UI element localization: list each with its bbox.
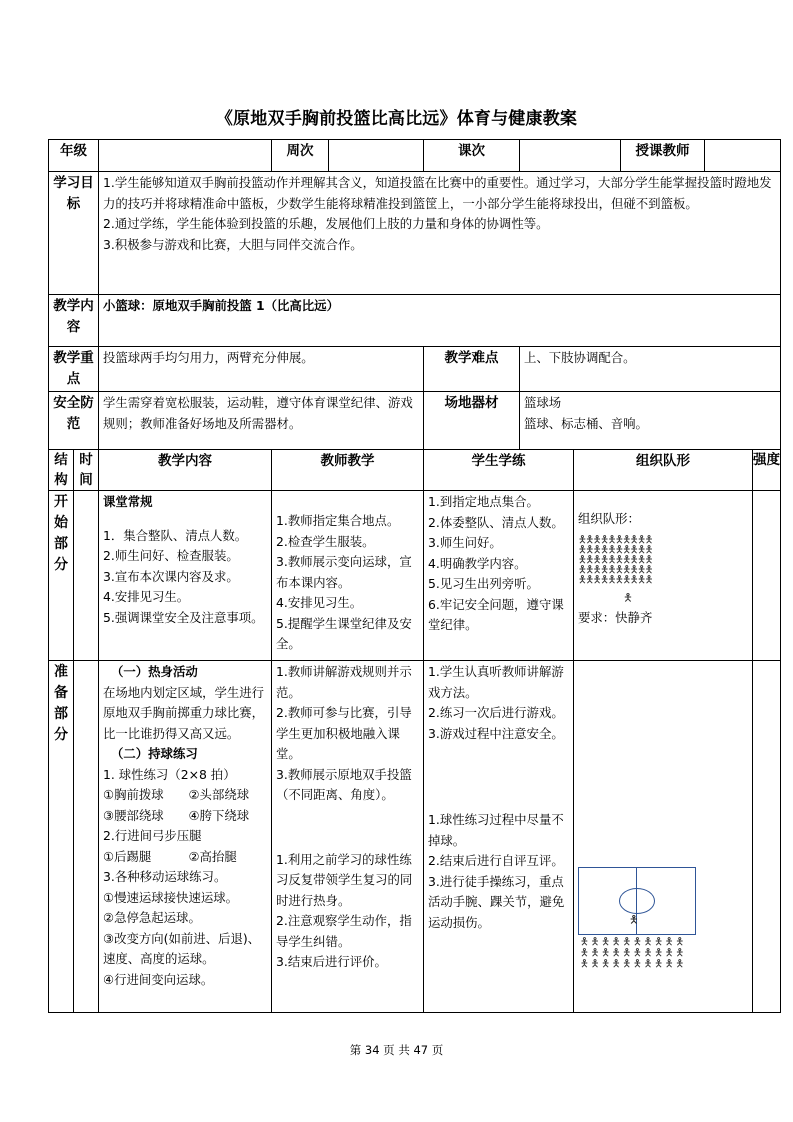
start-content-line: 4.安排见习生。 xyxy=(103,589,190,604)
lesson-label: 课次 xyxy=(424,140,520,172)
start-content-line: 1．集合整队、清点人数。 xyxy=(103,527,248,543)
goal-line: 3.积极参与游戏和比赛，大胆与同伴交流合作。 xyxy=(103,236,363,252)
teacher-label: 授课教师 xyxy=(621,140,705,172)
start-part-teacher xyxy=(272,491,424,661)
prep-content-line: 在场地内划定区域，学生进行原地双手胸前掷重力球比赛，比一比谁扔得又高又远。 xyxy=(103,684,265,741)
prep-teacher-line: 2.教师可参与比赛，引导学生更加积极地融入课堂。 xyxy=(276,705,412,761)
start-student-line: 2.体委整队、清点人数。 xyxy=(428,514,564,530)
col-time: 时间 xyxy=(74,450,99,491)
content-label: 教学内容 xyxy=(49,295,99,347)
safety-row xyxy=(49,392,781,450)
start-part-intensity xyxy=(753,491,781,661)
start-teacher-line: 5.提醒学生课堂纪律及安全。 xyxy=(276,615,412,651)
formation-label: 组织队形： xyxy=(578,511,640,526)
goal-line: 2.通过学练，学生能体验到投篮的乐趣，发展他们上肢的力量和身体的协调性等。 xyxy=(103,216,549,231)
start-content-line: 5.强调课堂安全及注意事项。 xyxy=(103,609,264,625)
prep-students-icon: 🯅🯅🯅🯅🯅🯅🯅🯅🯅🯅 🯅🯅🯅🯅🯅🯅🯅🯅🯅🯅 🯅🯅🯅🯅🯅🯅🯅🯅🯅🯅 xyxy=(580,937,686,970)
venue-label: 场地器材 xyxy=(424,392,520,450)
prep-content-line: ①慢速运球接快速运球。 xyxy=(103,889,239,905)
prep-student-line: 3.游戏过程中注意安全。 xyxy=(428,725,564,741)
goals-label: 学习目标 xyxy=(49,172,99,295)
safety-label: 安全防范 xyxy=(49,392,99,450)
prep-student-line: 1.球性练习过程中尽量不掉球。 xyxy=(428,812,564,848)
prep-content-line: ③改变方向(如前进、后退)、速度、高度的运球。 xyxy=(103,930,261,966)
start-student-line: 5.见习生出列旁听。 xyxy=(428,576,539,591)
prep-content-line: 1. 球性练习（2×8 拍） xyxy=(103,766,236,782)
start-part-time xyxy=(74,491,99,661)
lesson-value[interactable] xyxy=(520,140,621,172)
teacher-value[interactable] xyxy=(705,140,781,172)
prep-content-line: （二）持球练习 xyxy=(111,746,198,761)
prep-teacher-line: 3.教师展示原地双手投篮（不同距离、角度）。 xyxy=(276,766,412,802)
start-part-label: 开始部分 xyxy=(49,491,74,661)
start-teacher-line: 2.检查学生服装。 xyxy=(276,533,375,549)
start-content-line: 2.师生问好、检查服装。 xyxy=(103,548,239,563)
prep-part-formation xyxy=(574,661,753,1013)
prep-part-label: 准备部分 xyxy=(49,661,74,1013)
venue-value xyxy=(520,392,781,450)
col-formation: 组织队形 xyxy=(574,450,753,491)
start-student-line: 6.牢记安全问题，遵守课堂纪律。 xyxy=(428,596,564,632)
page-footer: 第 34 页 共 47 页 xyxy=(349,1043,444,1057)
prep-content-line: （一）热身活动 xyxy=(111,664,198,679)
col-student: 学生学练 xyxy=(424,450,574,491)
page-title: 《原地双手胸前投篮比高比远》体育与健康教案 xyxy=(215,109,578,129)
prep-teacher-line: 3.结束后进行评价。 xyxy=(276,954,387,969)
start-teacher-line: 4.安排见习生。 xyxy=(276,595,363,610)
prep-part-teacher xyxy=(272,661,424,1013)
prep-content-line: ①后踢腿 ②高抬腿 xyxy=(103,848,237,864)
prep-content-line: ④行进间变向运球。 xyxy=(103,971,214,987)
prep-student-line: 2.结束后进行自评互评。 xyxy=(428,853,564,868)
keypoints-row xyxy=(49,347,781,392)
prep-content-line: 2.行进间弓步压腿 xyxy=(103,828,202,843)
prep-part-time xyxy=(74,661,99,1013)
goals-text xyxy=(99,172,781,295)
keypoints-value: 投篮球两手均匀用力，两臂充分伸展。 xyxy=(99,347,424,392)
prep-content-line: ③腰部绕球 ④胯下绕球 xyxy=(103,807,250,823)
formation-students-icon: 🯅🯅🯅🯅🯅🯅🯅🯅🯅🯅 🯅🯅🯅🯅🯅🯅🯅🯅🯅🯅 🯅🯅🯅🯅🯅🯅🯅🯅🯅🯅 🯅🯅🯅🯅🯅🯅🯅🯅🯅🯅 🯅🯅🯅🯅🯅🯅🯅🯅🯅🯅 xyxy=(578,534,652,586)
start-part-row xyxy=(49,491,781,661)
start-teacher-line: 3.教师展示变向运球，宣布本课内容。 xyxy=(276,554,412,590)
prep-student-line: 3.进行徒手操练习，重点活动手腕、踝关节，避免运动损伤。 xyxy=(428,873,565,930)
formation-teacher-icon: 🯅 xyxy=(623,590,633,604)
keypoints-label: 教学重点 xyxy=(49,347,99,392)
start-part-content xyxy=(99,491,272,661)
prep-part-student xyxy=(424,661,574,1013)
difficulty-value: 上、下肢协调配合。 xyxy=(520,347,781,392)
goal-line: 1.学生能够知道双手胸前投篮动作并理解其含义，知道投篮在比赛中的重要性。通过学习，大部分学生能掌握投篮时蹬地发力的技巧并将球精准命中篮板，少数学生能将球精准投到篮筐上，一小部分学生能将球投出，但碰不到篮板。 xyxy=(103,175,772,211)
start-teacher-line: 1.教师指定集合地点。 xyxy=(276,513,400,528)
prep-part-content xyxy=(99,661,272,1013)
col-teacher: 教师教学 xyxy=(272,450,424,491)
header-row xyxy=(49,140,781,172)
col-intensity: 强度 xyxy=(753,450,781,491)
safety-value: 学生需穿着宽松服装，运动鞋，遵守体育课堂纪律、游戏规则；教师准备好场地及所需器材。 xyxy=(99,392,424,450)
prep-content-line: 3.各种移动运球练习。 xyxy=(103,869,227,884)
venue-line: 篮球、标志桶、音响。 xyxy=(524,415,648,431)
start-part-formation xyxy=(574,491,753,661)
start-student-line: 3.师生问好。 xyxy=(428,535,502,550)
grade-value[interactable] xyxy=(99,140,272,172)
lesson-plan-table xyxy=(48,139,781,1013)
week-label: 周次 xyxy=(272,140,329,172)
column-header-row xyxy=(49,450,781,491)
formation-note: 要求：快静齐 xyxy=(578,610,653,625)
start-content-title: 课堂常规 xyxy=(103,494,153,509)
goals-row xyxy=(49,172,781,295)
prep-teacher-line: 1.利用之前学习的球性练习反复带领学生复习的同时进行热身。 xyxy=(276,851,413,908)
start-student-line: 4.明确教学内容。 xyxy=(428,555,527,571)
difficulty-label: 教学难点 xyxy=(424,347,520,392)
basketball-court-diagram xyxy=(578,867,696,935)
prep-content-line: ①胸前拨球 ②头部绕球 xyxy=(103,787,250,802)
start-part-student xyxy=(424,491,574,661)
prep-student-line: 1.学生认真听教师讲解游戏方法。 xyxy=(428,664,564,700)
court-center-circle xyxy=(619,888,655,914)
content-value: 小篮球：原地双手胸前投篮 1（比高比远） xyxy=(99,295,781,347)
court-teacher-icon: 🯅 xyxy=(629,913,639,926)
start-content-line: 3.宣布本次课内容及求。 xyxy=(103,568,239,584)
prep-teacher-line: 2.注意观察学生动作，指导学生纠错。 xyxy=(276,913,412,949)
grade-label: 年级 xyxy=(49,140,99,172)
content-row xyxy=(49,295,781,347)
col-content: 教学内容 xyxy=(99,450,272,491)
venue-line: 篮球场 xyxy=(524,395,562,410)
start-student-line: 1.到指定地点集合。 xyxy=(428,494,539,509)
prep-content-line: ②急停急起运球。 xyxy=(103,910,201,925)
prep-part-intensity xyxy=(753,661,781,1013)
prep-teacher-line: 1.教师讲解游戏规则并示范。 xyxy=(276,664,412,700)
prep-student-line: 2.练习一次后进行游戏。 xyxy=(428,705,564,720)
col-structure: 结构 xyxy=(49,450,74,491)
prep-part-row xyxy=(49,661,781,1013)
week-value[interactable] xyxy=(329,140,424,172)
